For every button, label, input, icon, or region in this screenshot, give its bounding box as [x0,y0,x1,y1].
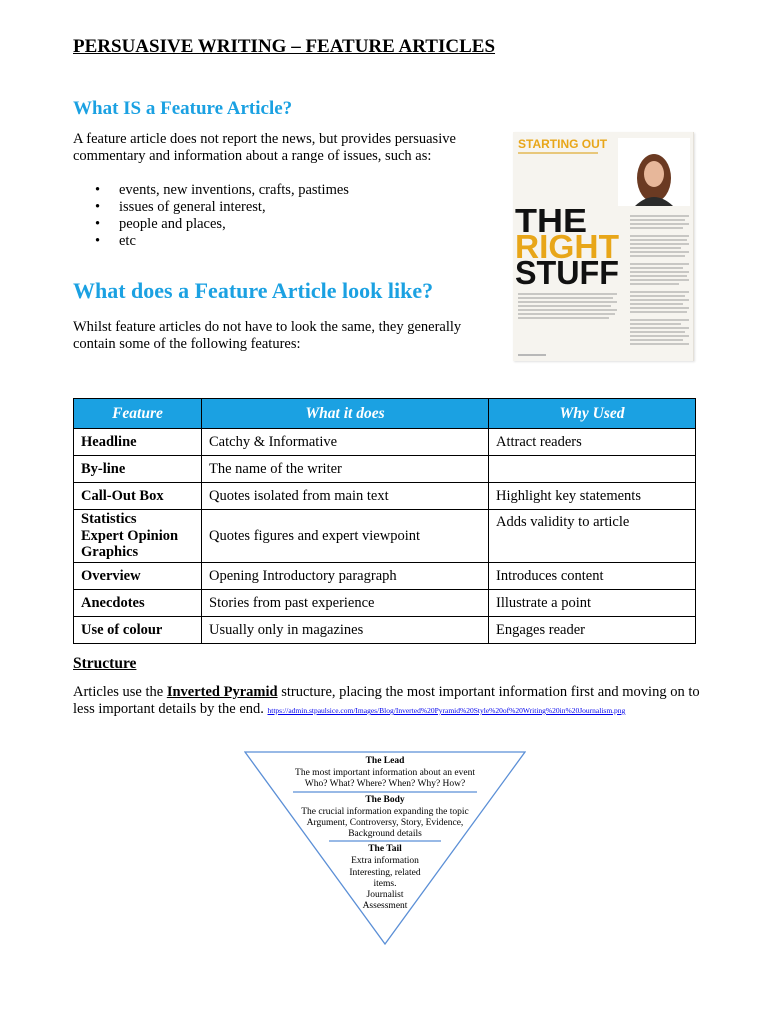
pyramid-tail-line: items. [373,879,397,889]
header-what-it-does: What it does [202,399,489,429]
feature-cell [74,510,202,563]
pyramid-body-title: The Body [365,795,405,805]
magazine-rule [518,152,598,154]
does-cell: Catchy & Informative [202,429,489,456]
feature-line: Graphics [81,544,139,561]
bullet-icon: • [95,182,101,198]
pyramid-lead-line: Who? What? Where? When? Why? How? [304,779,466,789]
magazine-headline-the: THE [515,202,587,239]
why-cell: Attract readers [489,429,696,456]
pyramid-tail-line: Assessment [362,901,408,911]
why-cell: Highlight key statements [489,483,696,510]
pyramid-source-link[interactable]: https://admin.stpaulsice.com/Images/Blog/Inverted%20Pyramid%20Style%20of%20Writing%20in%20Journalism.png [267,706,626,715]
inverted-pyramid-diagram [244,750,526,946]
list-item [95,199,349,216]
does-cell: Stories from past experience [202,590,489,617]
list-item [95,216,349,233]
feature-cell: Call-Out Box [74,483,202,510]
table-header-row [74,399,696,429]
pyramid-tail-line: Extra information [351,856,419,866]
magazine-page-image [513,132,694,361]
portrait-face [644,161,664,187]
list-item [95,233,349,250]
table-row [74,483,696,510]
header-why-used: Why Used [489,399,696,429]
table-row [74,590,696,617]
document-title: PERSUASIVE WRITING – FEATURE ARTICLES [73,36,496,57]
section-heading-what-is: What IS a Feature Article? [73,98,293,119]
features-table [73,398,696,644]
header-feature: Feature [74,399,202,429]
why-cell: Illustrate a point [489,590,696,617]
why-cell [489,456,696,483]
magazine-top-label: STARTING OUT [518,137,608,151]
does-cell: Usually only in magazines [202,617,489,644]
table-row [74,456,696,483]
magazine-illustration [513,132,693,361]
pyramid-body-line: The crucial information expanding the topic [301,807,469,817]
does-cell: The name of the writer [202,456,489,483]
table-row [74,510,696,563]
table-row [74,563,696,590]
list-item-text: issues of general interest, [119,199,266,215]
features-intro-paragraph: Whilst feature articles do not have to look the same, they generally contain some of the following features: [73,319,462,352]
list-item-text: people and places, [119,216,226,232]
magazine-footer-mark [518,354,546,356]
feature-cell: By-line [74,456,202,483]
does-cell: Quotes figures and expert viewpoint [202,510,489,563]
pyramid-lead-line: The most important information about an event [295,768,475,778]
does-cell: Quotes isolated from main text [202,483,489,510]
structure-text-before: Articles use the [73,684,167,700]
pyramid-body-line: Background details [348,829,422,839]
table-row [74,617,696,644]
feature-cell: Overview [74,563,202,590]
bullet-icon: • [95,233,101,249]
magazine-headline-right: RIGHT [515,228,619,265]
feature-cell: Use of colour [74,617,202,644]
pyramid-tail-line: Interesting, related [349,868,421,878]
feature-cell: Headline [74,429,202,456]
bullet-icon: • [95,199,101,215]
list-item [95,182,349,199]
structure-heading: Structure [73,655,137,672]
pyramid-tail-line: Journalist [366,890,404,900]
structure-paragraph [73,684,703,718]
feature-line: Expert Opinion [81,527,179,544]
list-item-text: events, new inventions, crafts, pastimes [119,182,349,198]
inverted-pyramid-term: Inverted Pyramid [166,684,278,700]
section-heading-look-like: What does a Feature Article look like? [73,278,434,303]
magazine-headline-stuff: STUFF [515,254,619,291]
feature-cell: Anecdotes [74,590,202,617]
pyramid-lead-title: The Lead [365,756,405,766]
issues-list [95,182,349,250]
structure-text-after: structure, placing the most important information first and moving on to less important details by the end. [73,684,700,717]
why-cell: Engages reader [489,617,696,644]
pyramid-body-line: Argument, Controversy, Story, Evidence, [306,818,464,828]
intro-paragraph: A feature article does not report the news, but provides persuasive commentary and information about a range of issues, such as: [73,131,456,164]
why-cell: Adds validity to article [489,510,696,563]
list-item-text: etc [119,233,136,249]
feature-line: Statistics [81,511,137,528]
why-cell: Introduces content [489,563,696,590]
table-row [74,429,696,456]
does-cell: Opening Introductory paragraph [202,563,489,590]
bullet-icon: • [95,216,101,232]
pyramid-tail-title: The Tail [368,844,402,854]
